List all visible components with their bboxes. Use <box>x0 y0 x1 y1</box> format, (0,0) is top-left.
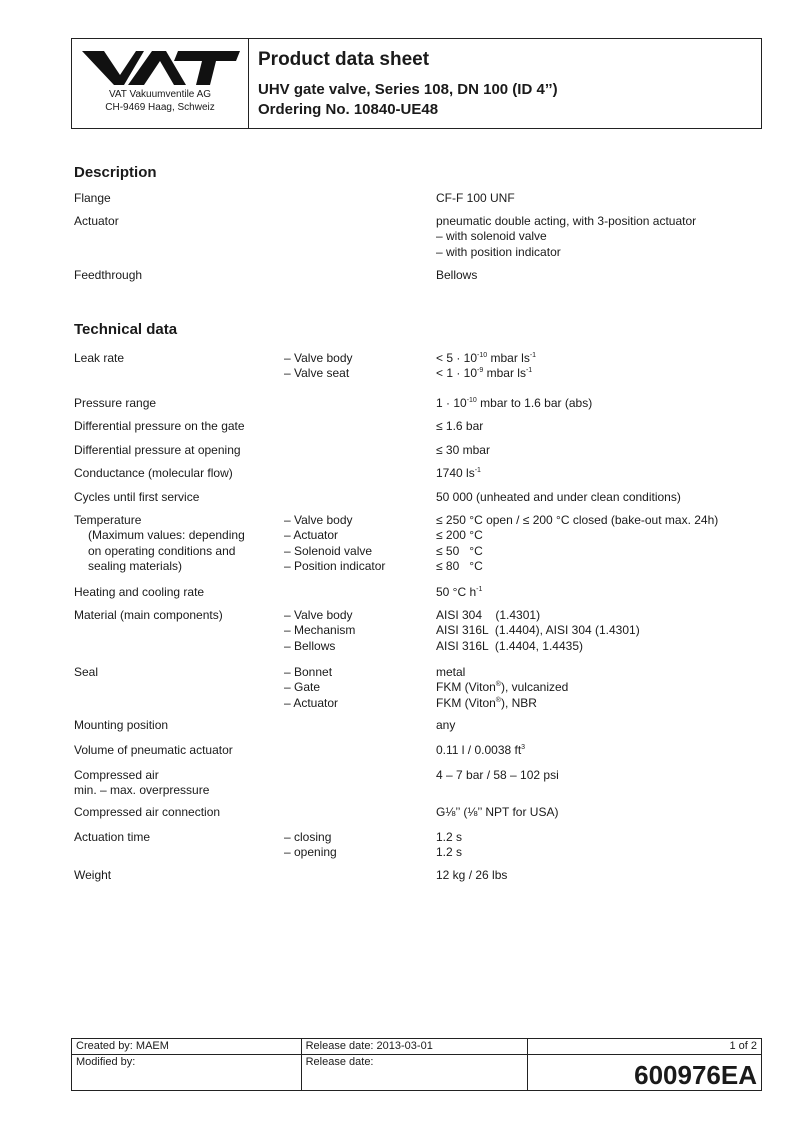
compressed-air-label: Compressed air <box>74 768 159 782</box>
volume-label: Volume of pneumatic actuator <box>74 743 233 757</box>
actuation-label: Actuation time <box>74 830 151 844</box>
weight-label: Weight <box>74 868 112 882</box>
temp-value-body: ≤ 250 °C open / ≤ 200 °C closed (bake-out max. 24h) <box>436 513 719 527</box>
material-sub-bellows: – Bellows <box>284 638 336 653</box>
title-block <box>249 39 761 128</box>
company-block <box>72 39 249 128</box>
temperature-label: Temperature <box>74 513 142 527</box>
weight-value: 12 kg / 26 lbs <box>436 868 508 882</box>
created-by: Created by: MAEM <box>72 1039 302 1055</box>
actuator-option-indicator: – with position indicator <box>436 244 561 259</box>
leak-sub-body: – Valve body <box>284 351 353 365</box>
compressed-air-sublabel: min. – max. overpressure <box>74 783 210 798</box>
material-value-bellows: AISI 316L (1.4404, 1.4435) <box>436 638 583 653</box>
diff-open-label: Differential pressure at opening <box>74 443 241 457</box>
seal-value-gate: FKM (Viton®), vulcanized <box>436 680 569 695</box>
material-sub-mechanism: – Mechanism <box>284 623 356 638</box>
temperature-note-3: sealing materials) <box>88 559 183 574</box>
temp-sub-indicator: – Position indicator <box>284 559 386 574</box>
pressure-range-label: Pressure range <box>74 396 157 410</box>
compressed-air-value: 4 – 7 bar / 58 – 102 psi <box>436 768 559 782</box>
material-label: Material (main components) <box>74 608 223 622</box>
document-number: 600976EA <box>528 1055 762 1091</box>
header-box <box>71 38 762 129</box>
temp-value-indicator: ≤ 80 °C <box>436 559 483 574</box>
air-connection-value: G⅛’’ (⅛’’ NPT for USA) <box>436 805 559 819</box>
leak-sub-seat: – Valve seat <box>284 366 350 381</box>
vat-logo-icon <box>82 47 240 87</box>
diff-open-value: ≤ 30 mbar <box>436 443 490 457</box>
cycles-value: 50 000 (unheated and under clean conditions) <box>436 490 681 504</box>
air-connection-label: Compressed air connection <box>74 805 221 819</box>
temp-sub-solenoid: – Solenoid valve <box>284 543 373 558</box>
temp-value-actuator: ≤ 200 °C <box>436 528 483 543</box>
leak-value-seat: < $1 \cdot 10^{-9}$ mbar $ls^{-1}$ <box>436 366 533 381</box>
material-sub-body: – Valve body <box>284 608 353 622</box>
conductance-label: Conductance (molecular flow) <box>74 466 233 480</box>
conductance-value: 1740 $ls^{-1}$ <box>436 466 481 480</box>
leak-value-body: < $5 \cdot 10^{-10}$ mbar $ls^{-1}$ <box>436 351 537 365</box>
feedthrough-value: Bellows <box>436 268 478 282</box>
heating-value: 50 °C $h^{-1}$ <box>436 585 483 599</box>
company-address: CH-9469 Haag, Schweiz <box>105 102 215 113</box>
diff-gate-value: ≤ 1.6 bar <box>436 419 484 433</box>
actuation-value-opening: 1.2 s <box>436 845 463 860</box>
release-date-created: Release date: 2013-03-01 <box>301 1039 528 1055</box>
flange-value: CF-F 100 UNF <box>436 191 515 205</box>
diff-gate-label: Differential pressure on the gate <box>74 419 245 433</box>
actuation-value-closing: 1.2 s <box>436 830 463 844</box>
flange-label: Flange <box>74 191 111 205</box>
footer-table <box>71 1038 762 1091</box>
product-name: UHV gate valve, Series 108, DN 100 (ID 4’’) <box>258 81 558 98</box>
temperature-note-1: (Maximum values: depending <box>88 528 245 543</box>
seal-sub-actuator: – Actuator <box>284 695 339 710</box>
seal-value-bonnet: metal <box>436 665 466 679</box>
description-heading: Description <box>74 164 157 181</box>
mounting-label: Mounting position <box>74 718 169 732</box>
temperature-note-2: on operating conditions and <box>88 543 236 558</box>
doc-title: Product data sheet <box>258 49 430 70</box>
actuation-sub-closing: – closing <box>284 830 332 844</box>
mounting-value: any <box>436 718 456 732</box>
volume-value: 0.11 l / 0.0038 $ft^3$ <box>436 743 526 757</box>
temp-sub-actuator: – Actuator <box>284 528 339 543</box>
cycles-label: Cycles until first service <box>74 490 200 504</box>
release-date-modified: Release date: <box>301 1055 528 1091</box>
heating-label: Heating and cooling rate <box>74 585 205 599</box>
seal-sub-gate: – Gate <box>284 680 321 695</box>
actuation-sub-opening: – opening <box>284 845 337 860</box>
page-number: 1 of 2 <box>528 1039 762 1055</box>
technical-heading: Technical data <box>74 321 178 338</box>
temp-sub-body: – Valve body <box>284 513 353 527</box>
feedthrough-label: Feedthrough <box>74 268 143 282</box>
material-value-body: AISI 304 (1.4301) <box>436 608 541 622</box>
company-name: VAT Vakuumventile AG <box>108 89 212 100</box>
seal-value-actuator: FKM (Viton®), NBR <box>436 695 537 710</box>
modified-by: Modified by: <box>72 1055 302 1091</box>
seal-label: Seal <box>74 665 99 679</box>
actuator-option-solenoid: – with solenoid valve <box>436 229 547 244</box>
actuator-value: pneumatic double acting, with 3-position actuator <box>436 214 697 228</box>
pressure-range-value: $1 \cdot 10^{-10}$ mbar to 1.6 bar (abs) <box>436 396 593 410</box>
actuator-label: Actuator <box>74 214 119 228</box>
ordering-number: Ordering No. 10840-UE48 <box>258 101 439 118</box>
material-value-mechanism: AISI 316L (1.4404), AISI 304 (1.4301) <box>436 623 640 638</box>
leak-rate-label: Leak rate <box>74 351 125 365</box>
seal-sub-bonnet: – Bonnet <box>284 665 333 679</box>
temp-value-solenoid: ≤ 50 °C <box>436 543 483 558</box>
